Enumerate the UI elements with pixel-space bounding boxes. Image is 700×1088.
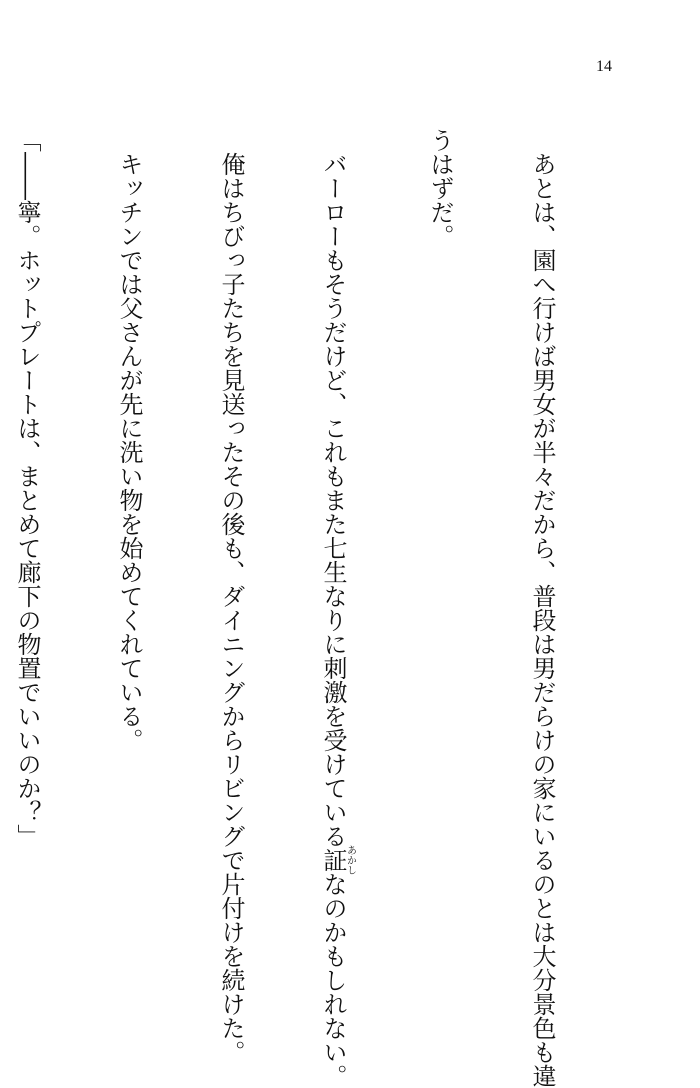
text-segment: なのかもしれない。: [319, 872, 347, 1088]
ruby-word: [319, 845, 356, 875]
text-line: キッチンでは父さんが先に洗い物を始めてくれている。: [115, 128, 143, 752]
ruby-base: 証: [319, 845, 347, 875]
text-line: うはずだ。: [426, 128, 454, 248]
text-line: あとは、園へ行けば男女が半々だから、普段は男だらけの家にいるのとは大分景色も違: [528, 128, 556, 1088]
text-line: 俺はちびっ子たちを見送ったその後も、ダイニングからリビングで片付けを続けた。: [217, 128, 245, 1064]
vertical-text-block: [0, 128, 627, 1088]
text-line-with-ruby: [316, 128, 356, 1088]
ruby-reading: あかし: [344, 845, 356, 875]
text-segment: バーローもそうだけど、これもまた七生なりに刺激を受けている: [319, 128, 347, 848]
page-number: 14: [596, 58, 612, 75]
dialogue-line: 「――寧。ホットプレートは、まとめて廊下の物置でいいのか？」: [13, 128, 41, 848]
